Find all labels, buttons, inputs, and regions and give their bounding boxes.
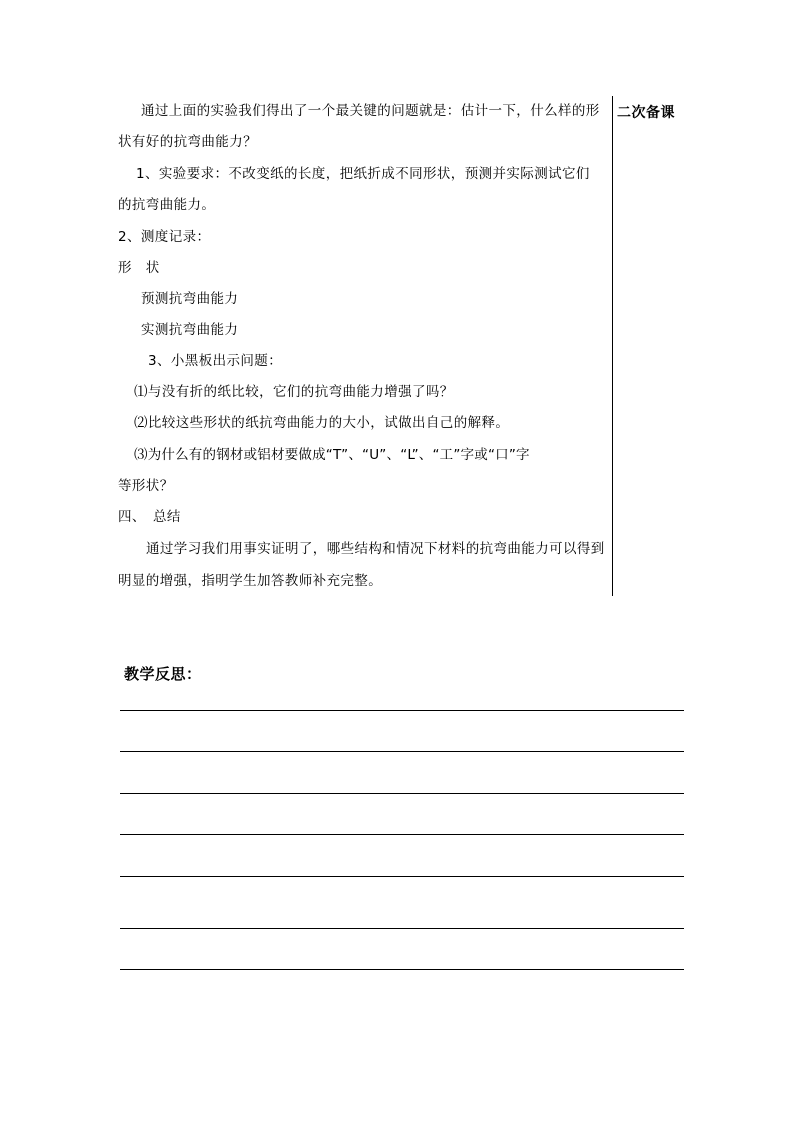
section-heading: 四、 总结 (118, 509, 181, 525)
body-line: 通过学习我们用事实证明了，哪些结构和情况下材料的抗弯曲能力可以得到 (146, 541, 605, 557)
body-line: 预测抗弯曲能力 (141, 291, 239, 307)
right-column-divider (612, 96, 613, 596)
side-label: 二次备课 (617, 105, 675, 121)
writing-line (120, 834, 684, 835)
writing-line (120, 928, 684, 929)
body-line: 明显的增强，指明学生加答教师补充完整。 (118, 573, 383, 589)
body-line: ⑴与没有折的纸比较，它们的抗弯曲能力增强了吗？ (134, 384, 454, 400)
body-line: 实测抗弯曲能力 (141, 322, 239, 338)
writing-line (120, 793, 684, 794)
body-line: 等形状？ (118, 478, 174, 494)
writing-line (120, 876, 684, 877)
writing-line (120, 710, 684, 711)
body-line: 2、测度记录： (118, 229, 211, 245)
reflection-heading: 教学反思： (124, 665, 202, 683)
body-line: 3、小黑板出示问题： (148, 353, 283, 369)
body-line: 的抗弯曲能力。 (118, 197, 216, 213)
body-line: 形 状 (118, 260, 160, 276)
writing-line (120, 969, 684, 970)
body-line: 通过上面的实验我们得出了一个最关键的问题就是：估计一下，什么样的形 (141, 103, 600, 119)
body-line: 状有好的抗弯曲能力？ (118, 134, 257, 150)
body-line: 1、实验要求：不改变纸的长度，把纸折成不同形状，预测并实际测试它们 (136, 166, 590, 182)
writing-line (120, 751, 684, 752)
body-line: ⑵比较这些形状的纸抗弯曲能力的大小，试做出自己的解释。 (134, 415, 510, 431)
body-line: ⑶为什么有的钢材或铝材要做成“T”、“U”、“L”、“工”字或“口”字 (134, 447, 530, 463)
